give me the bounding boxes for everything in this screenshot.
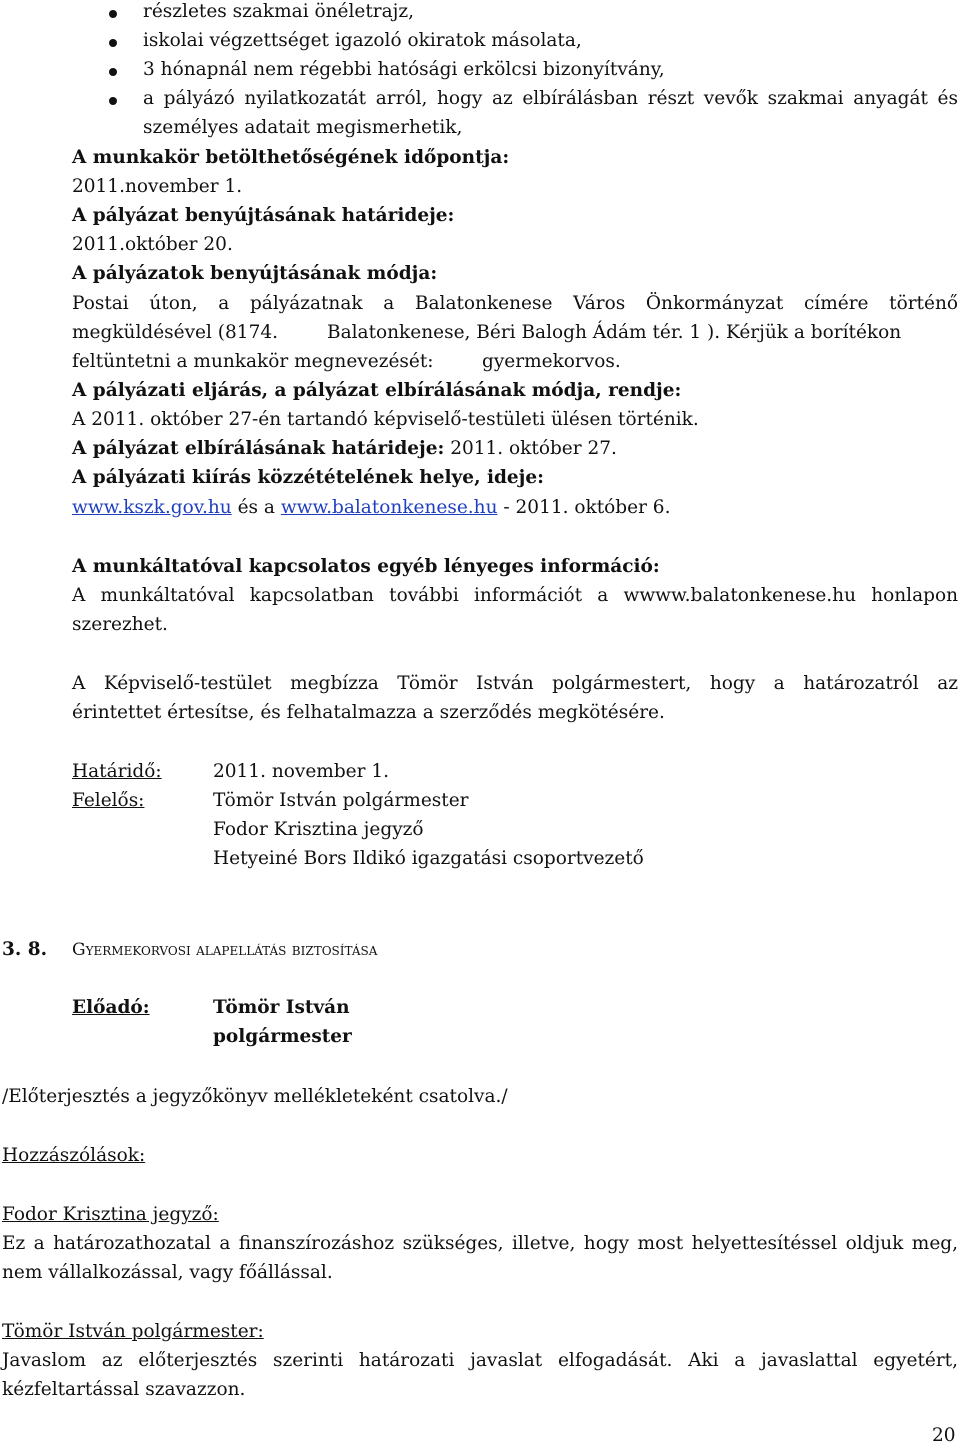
employer-line-2: szerezhet. (72, 614, 168, 635)
speaker-text: Ez a határozathozatal a finanszírozáshoz szükséges, illetve, hogy most helyettesítéssel oldjuk meg, (2, 1233, 958, 1254)
bullet-item: 3 hónapnál nem régebbi hatósági erkölcsi bizonyítvány, (143, 59, 665, 80)
deadline-value: 2011.október 20. (72, 234, 233, 255)
responsible-label: Felelős: (72, 790, 145, 811)
bullet-dot (109, 39, 117, 47)
speaker-name: Fodor Krisztina jegyző: (2, 1204, 219, 1225)
method-line-2b: Balatonkenese, Béri Balogh Ádám tér. 1 ). Kérjük a borítékon (327, 322, 902, 343)
method-line: Postai úton, a pályázatnak a Balatonkenese Város Önkormányzat címére történő (72, 293, 958, 314)
comments-label: Hozzászólások: (2, 1145, 146, 1166)
fill-date-value: 2011.november 1. (72, 176, 243, 197)
deadline-label: A pályázat benyújtásának határideje: (72, 205, 455, 226)
speaker-text: Javaslom az előterjesztés szerinti határozati javaslat elfogadását. Aki a javaslattal egyetért, (2, 1350, 958, 1371)
method-label: A pályázatok benyújtásának módja: (72, 263, 438, 284)
section-number: 3. 8. (2, 939, 48, 960)
speaker-text: nem vállalkozással, vagy főállással. (2, 1262, 333, 1283)
page-number: 20 (932, 1425, 956, 1446)
procedure-label: A pályázati eljárás, a pályázat elbírálásának módja, rendje: (72, 380, 682, 401)
judging-value: 2011. október 27. (450, 438, 617, 459)
bullet-item: részletes szakmai önéletrajz, (143, 1, 415, 22)
publication-label: A pályázati kiírás közzétételének helye, ideje: (72, 467, 544, 488)
employer-label: A munkáltatóval kapcsolatos egyéb lényeges információ: (72, 556, 660, 577)
responsible-person: Fodor Krisztina jegyző (213, 819, 424, 840)
speaker-name: Tömör István polgármester: (2, 1321, 264, 1342)
bullet-item-continuation: személyes adatait megismerhetik, (143, 117, 463, 138)
bullet-dot (109, 97, 117, 105)
publication-date: - 2011. október 6. (503, 497, 671, 518)
mandate-line-2: érintettet értesítse, és felhatalmazza a szerződés megkötésére. (72, 702, 665, 723)
presenter-name: Tömör István (213, 997, 350, 1018)
presenter-label: Előadó: (72, 997, 150, 1018)
attachment-note: /Előterjesztés a jegyzőkönyv mellékleteként csatolva./ (2, 1086, 508, 1107)
judging-label: A pályázat elbírálásának határideje: (72, 438, 445, 459)
kszk-link[interactable]: www.kszk.gov.hu (72, 497, 232, 518)
responsible-person: Hetyeiné Bors Ildikó igazgatási csoportvezető (213, 848, 644, 869)
method-line-3a: feltüntetni a munkakör megnevezését: (72, 351, 434, 372)
deadline-block-label: Határidő: (72, 761, 162, 782)
bullet-item: a pályázó nyilatkozatát arról, hogy az elbírálásban részt vevők szakmai anyagát és (143, 88, 958, 109)
responsible-person: Tömör István polgármester (213, 790, 469, 811)
bullet-item: iskolai végzettséget igazoló okiratok másolata, (143, 30, 582, 51)
presenter-role: polgármester (213, 1026, 352, 1047)
speaker-text: kézfeltartással szavazzon. (2, 1379, 246, 1400)
employer-line: A munkáltatóval kapcsolatban további információt a wwww.balatonkenese.hu honlapon (72, 585, 958, 606)
job-title: gyermekorvos. (482, 351, 621, 372)
judging-line (72, 437, 617, 461)
section-title: Gyermekorvosi alapellátás biztosítása (72, 940, 378, 960)
publication-and: és a (237, 497, 275, 518)
balatonkenese-link[interactable]: www.balatonkenese.hu (280, 497, 498, 518)
fill-date-label: A munkakör betölthetőségének időpontja: (72, 147, 510, 168)
bullet-dot (109, 10, 117, 18)
bullet-dot (109, 68, 117, 76)
mandate-line: A Képviselő-testület megbízza Tömör István polgármestert, hogy a határozatról az (72, 673, 958, 694)
method-line-2a: megküldésével (8174. (72, 322, 278, 343)
procedure-value: A 2011. október 27-én tartandó képviselő-testületi ülésen történik. (72, 409, 699, 430)
publication-line (72, 496, 670, 520)
deadline-block-value: 2011. november 1. (213, 761, 390, 782)
